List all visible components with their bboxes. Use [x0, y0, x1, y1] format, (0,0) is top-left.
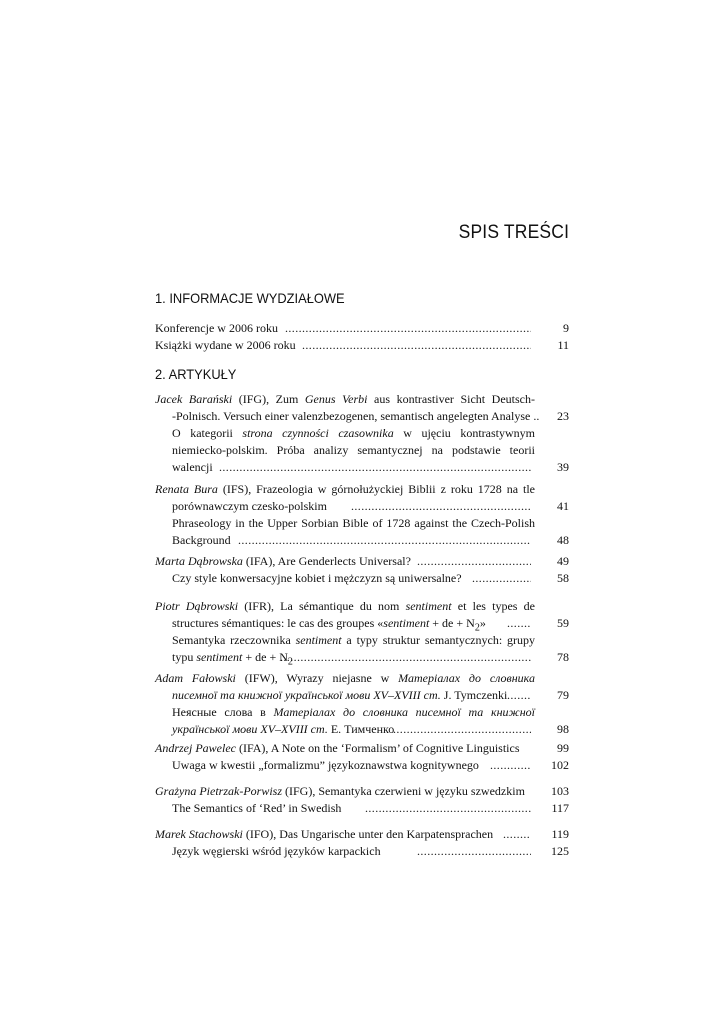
- toc-line: [155, 391, 569, 408]
- page-number: 78: [557, 650, 569, 664]
- author-name: Renata Bura: [155, 482, 218, 496]
- toc-text: (IFS), Frazeologia w górnołużyckiej Biblii z roku 1728 na tle: [217, 482, 535, 496]
- toc-text: Background: [172, 533, 231, 547]
- page-number: 79: [557, 688, 569, 702]
- toc-text: + de + N: [242, 650, 288, 664]
- dot-leader: [507, 687, 531, 704]
- toc-text-italic: Матеріалах до словника писемної та книжної: [273, 705, 536, 719]
- author-name: Adam Fałowski: [155, 671, 236, 685]
- toc-text: (IFA), Are Genderlects Universal?: [242, 554, 411, 568]
- subscript: 2: [287, 656, 293, 668]
- toc-text: a typy struktur semantycznych: grupy: [341, 633, 535, 647]
- toc-line: [155, 498, 569, 515]
- toc-text: -Polnisch. Versuch einer valenzbezogenen, semantisch angelegten Analyse ..: [172, 409, 540, 423]
- toc-line: [155, 442, 569, 459]
- page-number: 119: [551, 827, 569, 841]
- toc-text: walencji: [172, 460, 213, 474]
- toc-line: [155, 783, 569, 800]
- toc-text: Uwaga w kwestii „formalizmu” językoznawstwa kognitywnego: [172, 758, 479, 772]
- toc-text-italic: strona czynności czasownika: [242, 426, 394, 440]
- section-heading-artykuly: 2. ARTYKUŁY: [155, 366, 237, 382]
- toc-entry: [155, 481, 569, 549]
- author-name: Jacek Barański: [155, 392, 233, 406]
- toc-text: (IFW), Wyrazy niejasne w: [235, 671, 399, 685]
- dot-leader: [280, 649, 531, 666]
- toc-text: O kategorii: [172, 426, 243, 440]
- toc-text: The Semantics of ‘Red’ in Swedish: [172, 801, 342, 815]
- toc-entry: [155, 826, 569, 860]
- toc-line: [155, 615, 569, 632]
- page-number: 23: [557, 409, 569, 423]
- toc-text: niemiecko-polskim. Próba analizy semantycznej na podstawie teorii: [172, 443, 535, 457]
- toc-text: w ujęciu kontrastywnym: [393, 426, 535, 440]
- page-number: 58: [557, 571, 569, 585]
- toc-line: [155, 843, 569, 860]
- page-number: 9: [563, 321, 569, 335]
- page-number: 103: [551, 784, 569, 798]
- toc-line: [155, 515, 569, 532]
- page-number: 99: [557, 741, 569, 755]
- toc-line: [155, 704, 569, 721]
- author-name: Grażyna Pietrzak-Porwisz: [155, 784, 282, 798]
- toc-text-italic: Genus Verbi: [304, 392, 368, 406]
- toc-text: Język węgierski wśród języków karpackich: [172, 844, 381, 858]
- toc-line: [155, 687, 569, 704]
- page-number: 11: [557, 338, 569, 352]
- toc-line: [155, 598, 569, 615]
- section-heading-informacje: 1. INFORMACJE WYDZIAŁOWE: [155, 290, 345, 306]
- toc-text: »: [479, 616, 486, 630]
- page-number: 49: [557, 554, 569, 568]
- toc-text-italic: sentiment: [295, 633, 342, 647]
- dot-leader: [393, 721, 531, 738]
- author-name: Andrzej Pawelec: [155, 741, 236, 755]
- toc-entry-text: Konferencje w 2006 roku: [155, 321, 278, 335]
- toc-line: [155, 740, 569, 757]
- toc-line: [155, 670, 569, 687]
- dot-leader: [417, 843, 531, 860]
- toc-group-informacje: [155, 320, 569, 354]
- toc-line: [155, 570, 569, 587]
- author-name: Piotr Dąbrowski: [155, 599, 239, 613]
- toc-entry: [155, 670, 569, 738]
- dot-leader: [490, 757, 531, 774]
- toc-text: + de + N: [429, 616, 475, 630]
- author-name: Marta Dąbrowska: [155, 554, 243, 568]
- page-title: SPIS TREŚCI: [458, 222, 569, 243]
- toc-entry: [155, 740, 569, 774]
- toc-entry: [155, 598, 569, 666]
- toc-line: [155, 553, 569, 570]
- toc-text-italic: української мови XV–XVIII ст.: [172, 722, 328, 736]
- toc-text-italic: писемної та книжної української мови XV–XVIII ст.: [172, 688, 441, 702]
- page-number: 39: [557, 460, 569, 474]
- page-number: 59: [557, 616, 569, 630]
- toc-text-italic: Матеріалах до словника: [398, 671, 535, 685]
- toc-text: Phraseology in the Upper Sorbian Bible of 1728 against the Czech-Polish: [172, 516, 535, 530]
- toc-text: (IFG), Semantyka czerwieni w języku szwedzkim: [282, 784, 525, 798]
- toc-text: porównawczym czesko-polskim: [172, 499, 327, 513]
- toc-text-italic: sentiment: [196, 650, 243, 664]
- toc-text: J. Tymczenki: [440, 688, 508, 702]
- dot-leader: [503, 826, 531, 843]
- toc-line: [155, 481, 569, 498]
- page-number: 102: [551, 758, 569, 772]
- dot-leader: [365, 800, 531, 817]
- toc-text: typu: [172, 650, 197, 664]
- toc-entry: [155, 553, 569, 587]
- toc-line: [155, 800, 569, 817]
- dot-leader: [285, 320, 531, 337]
- dot-leader: [238, 532, 531, 549]
- page-number: 48: [557, 533, 569, 547]
- page-number: 41: [557, 499, 569, 513]
- toc-line: [155, 425, 569, 442]
- toc-text-italic: sentiment: [405, 599, 452, 613]
- toc-text: et les types de: [451, 599, 535, 613]
- dot-leader: [472, 570, 531, 587]
- page-number: 125: [551, 844, 569, 858]
- toc-text: (IFR), La sémantique du nom: [238, 599, 406, 613]
- toc-entry-text: Książki wydane w 2006 roku: [155, 338, 296, 352]
- toc-text: Е. Тимченко: [327, 722, 395, 736]
- toc-text-italic: sentiment: [383, 616, 430, 630]
- toc-entry: [155, 391, 569, 476]
- dot-leader: [417, 553, 531, 570]
- toc-text: aus kontrastiver Sicht Deutsch-: [367, 392, 535, 406]
- toc-text: Czy style konwersacyjne kobiet i mężczyzn są uniwersalne?: [172, 571, 462, 585]
- page-number: 117: [551, 801, 569, 815]
- toc-line: [155, 757, 569, 774]
- dot-leader: [219, 459, 531, 476]
- toc-line: [155, 649, 569, 666]
- toc-line: [155, 826, 569, 843]
- subscript: 2: [474, 622, 480, 634]
- toc-line: [155, 459, 569, 476]
- toc-line: [155, 721, 569, 738]
- toc-line: [155, 408, 569, 425]
- page-number: 98: [557, 722, 569, 736]
- toc-text: Неясные слова в: [172, 705, 274, 719]
- toc-line: [155, 632, 569, 649]
- toc-text: (IFA), A Note on the ‘Formalism’ of Cognitive Linguistics: [235, 741, 520, 755]
- toc-text: structures sémantiques: le cas des groupes «: [172, 616, 384, 630]
- toc-text: Semantyka rzeczownika: [172, 633, 296, 647]
- dot-leader: [507, 615, 531, 632]
- toc-line: [155, 337, 569, 354]
- toc-line: [155, 532, 569, 549]
- dot-leader: [351, 498, 531, 515]
- author-name: Marek Stachowski: [155, 827, 243, 841]
- dot-leader: [302, 337, 531, 354]
- toc-entry: [155, 783, 569, 817]
- toc-line: [155, 320, 569, 337]
- toc-text: (IFG), Zum: [232, 392, 305, 406]
- toc-text: (IFO), Das Ungarische unter den Karpatensprachen: [242, 827, 494, 841]
